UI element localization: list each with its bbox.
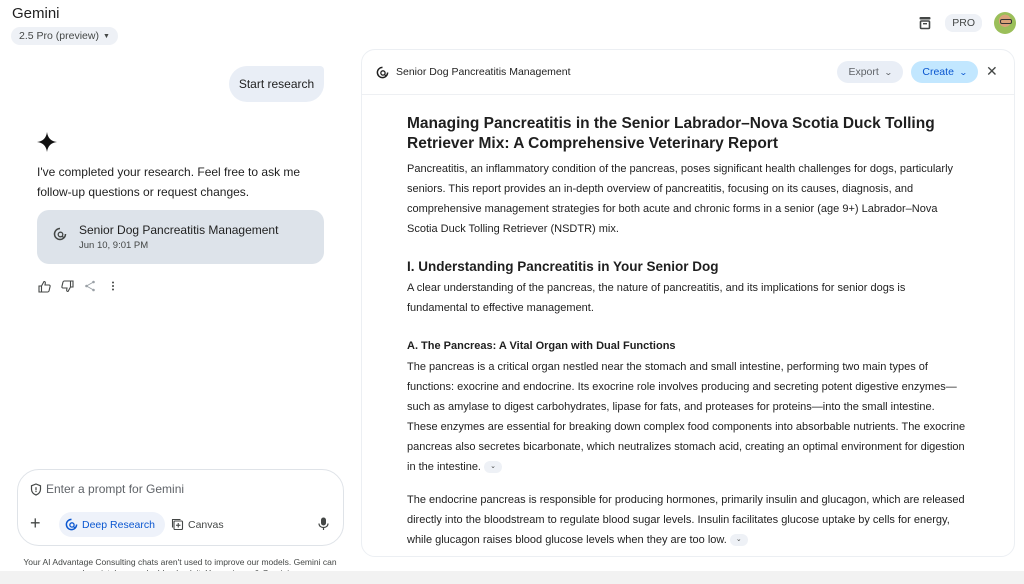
endocrine-text: The endocrine pancreas is responsible for producing hormones, primarily insulin and glucagon, which are released directly into the bloodstream to regulate blood sugar levels. Insulin facilitates glucose uptake by cells for energy, while glucagon raises blood glucose levels when they are too low. xyxy=(407,494,965,546)
section-heading: I. Understanding Pancreatitis in Your Senior Dog xyxy=(407,259,719,274)
archive-icon[interactable] xyxy=(917,15,933,31)
more-vert-icon[interactable] xyxy=(106,279,120,293)
report-card-date: Jun 10, 9:01 PM xyxy=(79,240,149,251)
model-selector[interactable] xyxy=(11,27,118,45)
exocrine-text: The pancreas is a critical organ nestled near the stomach and small intestine, performing two main types of functions: exocrine and endocrine. Its exocrine role involves producing and secreting potent digestive enzymes—such as amylase to digest carbohydrates, lipase for fats, and proteases for proteins—into the small intestine. These enzymes are essential for breaking down complex food components into absorbable nutrients. The exocrine pancreas also secretes bicarbonate, which neutralizes stomach acid, creating an optimal environment for digestion in the intestine. xyxy=(407,361,966,473)
create-label: Create xyxy=(922,66,954,78)
dropdown-caret-icon: ▼ xyxy=(102,32,110,40)
export-button[interactable] xyxy=(837,61,903,83)
prompt-input[interactable] xyxy=(46,482,326,496)
thumbs-up-icon[interactable] xyxy=(37,279,51,293)
bottom-strip xyxy=(0,571,1024,584)
deep-research-icon xyxy=(376,66,389,84)
section-paragraph: A clear understanding of the pancreas, the nature of pancreatitis, and its implications for senior dogs is fundamental to effective management. xyxy=(407,282,906,314)
share-icon[interactable] xyxy=(83,279,97,293)
deep-research-button[interactable] xyxy=(59,512,165,537)
create-button[interactable] xyxy=(911,61,978,83)
report-card[interactable] xyxy=(37,210,324,264)
disclaimer-text: Your AI Advantage Consulting chats aren't used to improve our models. Gemini can xyxy=(23,557,337,567)
user-message: Start research xyxy=(229,66,324,102)
chevron-down-icon: ⌄ xyxy=(958,67,968,77)
add-attachment-button[interactable]: + xyxy=(30,513,41,533)
top-right-actions xyxy=(917,12,1016,34)
gemini-spark-icon xyxy=(37,132,57,152)
deep-research-label: Deep Research xyxy=(82,518,155,531)
report-document xyxy=(407,114,967,550)
exocrine-paragraph xyxy=(407,357,967,477)
prompt-box xyxy=(17,469,344,546)
user-avatar[interactable] xyxy=(994,12,1016,34)
document-title: Managing Pancreatitis in the Senior Labrador–Nova Scotia Duck Tolling Retriever Mix: A Comprehensive Veterinary Report xyxy=(407,115,935,152)
assistant-reply: I've completed your research. Feel free to ask me follow-up questions or request changes. xyxy=(37,165,301,199)
deep-research-icon xyxy=(53,227,67,246)
model-selector-label: 2.5 Pro (preview) xyxy=(19,30,99,42)
panel-header xyxy=(362,50,1014,95)
canvas-label: Canvas xyxy=(188,518,224,531)
close-icon[interactable]: ✕ xyxy=(986,63,998,79)
endocrine-paragraph xyxy=(407,490,967,550)
pro-badge: PRO xyxy=(945,14,982,32)
source-chip[interactable]: ⌄ xyxy=(484,461,502,473)
subsection-heading: A. The Pancreas: A Vital Organ with Dual Functions xyxy=(407,340,676,352)
feedback-actions xyxy=(37,279,120,293)
app-title: Gemini xyxy=(12,5,60,22)
report-panel xyxy=(361,49,1015,557)
shield-icon xyxy=(30,483,42,501)
chevron-down-icon: ⌄ xyxy=(883,67,893,77)
canvas-icon xyxy=(171,518,184,531)
microphone-icon[interactable] xyxy=(318,517,329,536)
source-chip[interactable]: ⌄ xyxy=(730,534,748,546)
thumbs-down-icon[interactable] xyxy=(60,279,74,293)
intro-paragraph: Pancreatitis, an inflammatory condition of the pancreas, poses significant health challenges for dogs, particularly seniors. This report provides an in-depth overview of pancreatitis, focusing on its causes, diagnosis, and comprehensive management strategies for both acute and chronic forms in a senior (age 9+) Labrador–Nova Scotia Duck Tolling Retriever (NSDTR) mix. xyxy=(407,163,954,235)
panel-title: Senior Dog Pancreatitis Management xyxy=(396,66,571,78)
canvas-button[interactable] xyxy=(171,512,224,537)
export-label: Export xyxy=(848,66,879,78)
report-card-title: Senior Dog Pancreatitis Management xyxy=(79,223,279,237)
deep-research-icon xyxy=(65,518,78,531)
